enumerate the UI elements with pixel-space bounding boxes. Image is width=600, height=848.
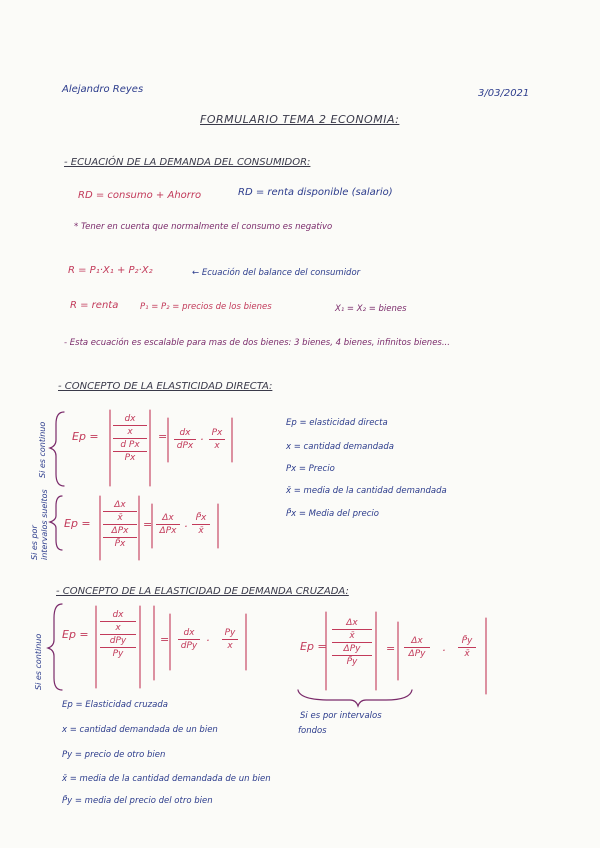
multiply-dot-3: ·: [206, 634, 210, 647]
balance-equation: R = P₁·X₁ + P₂·X₂: [68, 265, 153, 276]
side-note-continuous: Si es continuo: [38, 421, 47, 478]
ep-label-1: Ep =: [72, 430, 99, 443]
equals-sign-4: =: [386, 642, 396, 655]
scalability-note: - Esta ecuación es escalable para mas de dos bienes: 3 bienes, 4 bienes, infinitos bienes...: [64, 338, 450, 348]
brace-note-line1: Si es por intervalos: [300, 711, 382, 721]
def-x-mean: x̄ = media de la cantidad demandada: [286, 486, 447, 496]
fraction-numerator-2: d Px: [120, 440, 140, 450]
direct-interval-compound-fraction: Δx x̄ ΔPx P̄x: [103, 500, 137, 549]
fraction-numerator: dx: [124, 414, 136, 424]
renta-definition: R = renta: [70, 300, 119, 311]
equals-sign-3: =: [160, 633, 170, 646]
author-name: Alejandro Reyes: [62, 84, 144, 95]
direct-continuous-ratio: Px x: [209, 428, 225, 451]
def-py: Py = precio de otro bien: [62, 750, 166, 760]
def-x: x = cantidad demandada: [286, 442, 394, 452]
brace-direct-interval: [50, 496, 62, 550]
def-px-mean: P̄x = Media del precio: [286, 509, 379, 519]
rd-definition: RD = renta disponible (salario): [238, 187, 393, 198]
cross-continuous-compound-fraction: dx x dPy Py: [100, 610, 136, 659]
cross-interval-compound-fraction: Δx x̄ ΔPy P̄y: [332, 618, 372, 667]
brace-direct-continuous: [50, 412, 64, 486]
cross-continuous-ratio: Py x: [222, 628, 238, 651]
rd-equation: RD = consumo + Ahorro: [78, 190, 202, 201]
def-px: Px = Precio: [286, 464, 335, 474]
def-ep-cross: Ep = Elasticidad cruzada: [62, 700, 168, 710]
consumption-note: * Tener en cuenta que normalmente el consumo es negativo: [74, 222, 333, 232]
cross-continuous-derivative: dx dPy: [178, 628, 200, 651]
side-note-intervals-a: Si es por: [30, 525, 39, 560]
side-note-intervals-b: intervalos sueltos: [40, 489, 49, 560]
def-py-mean: P̄y = media del precio del otro bien: [62, 796, 213, 806]
section-heading-demand: - ECUACIÓN DE LA DEMANDA DEL CONSUMIDOR:: [64, 157, 311, 168]
multiply-dot-4: ·: [442, 644, 446, 657]
ep-label-3: Ep =: [62, 628, 89, 641]
direct-interval-delta: Δx ΔPx: [156, 513, 180, 536]
fraction-denominator-2: Px: [124, 453, 136, 463]
def-x-mean-cross: x̄ = media de la cantidad demandada de un bien: [62, 774, 271, 784]
equals-sign: =: [158, 430, 168, 443]
ep-label-2: Ep =: [64, 517, 91, 530]
goods-definition: X₁ = X₂ = bienes: [335, 304, 407, 314]
prices-definition: P₁ = P₂ = precios de los bienes: [140, 302, 272, 312]
direct-continuous-derivative: dx dPx: [174, 428, 196, 451]
page-title: FORMULARIO TEMA 2 ECONOMIA:: [200, 113, 400, 126]
direct-interval-ratio: P̄x x̄: [192, 513, 210, 536]
fraction-denominator: x: [127, 427, 133, 437]
date: 3/03/2021: [478, 88, 530, 99]
side-note-cross-continuous: Si es continuo: [34, 633, 43, 690]
cross-interval-ratio: P̄y x̄: [458, 636, 476, 659]
brace-cross-continuous: [48, 604, 62, 690]
cross-interval-delta: Δx ΔPy: [404, 636, 430, 659]
balance-equation-label: ← Ecuación del balance del consumidor: [192, 268, 361, 278]
ep-label-4: Ep =: [300, 640, 327, 653]
brace-cross-interval: [298, 690, 412, 706]
section-heading-direct-elasticity: - CONCEPTO DE LA ELASTICIDAD DIRECTA:: [58, 381, 273, 392]
equals-sign-2: =: [143, 518, 153, 531]
section-heading-cross-elasticity: - CONCEPTO DE LA ELASTICIDAD DE DEMANDA CRUZADA:: [56, 586, 349, 597]
multiply-dot-2: ·: [184, 520, 188, 533]
multiply-dot: ·: [200, 433, 204, 446]
def-x-cross: x = cantidad demandada de un bien: [62, 725, 218, 735]
brace-note-line2: fondos: [298, 726, 327, 736]
def-ep-direct: Ep = elasticidad directa: [286, 418, 388, 428]
